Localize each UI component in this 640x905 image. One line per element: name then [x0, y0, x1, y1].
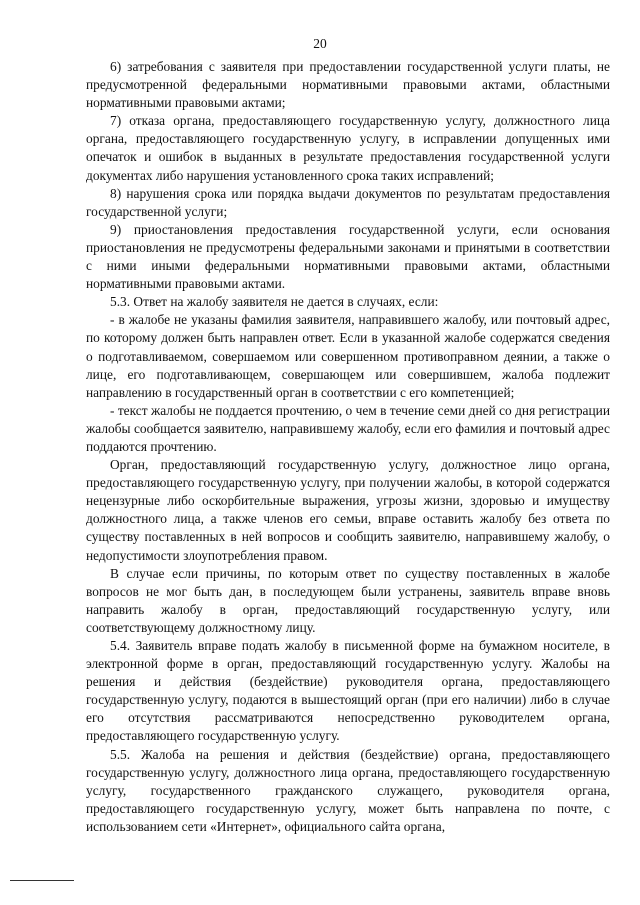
section-5-3-heading: 5.3. Ответ на жалобу заявителя не дается в случаях, если:: [110, 294, 439, 310]
paragraph-item-6: 6) затребования с заявителя при предоставлении государственной услуги платы, не предусмотренной федеральными нормативными правовыми актами, областными нормативными правовыми актами;: [86, 59, 610, 111]
paragraph-item-7: 7) отказа органа, предоставляющего государственную услугу, должностного лица органа, предоставляющего государственную услугу, в исправлении допущенных ими опечаток и ошибок в выданных в результате предоставления государственной услуги документах либо нарушения установленного срока таких исправлений;: [86, 113, 610, 183]
footer-rule: [10, 880, 74, 881]
document-body: [86, 58, 610, 836]
paragraph-obscene-language: Орган, предоставляющий государственную услугу, должностное лицо органа, предоставляющего государственную услугу, при получении жалобы, в которой содержатся нецензурные либо оскорбительные выражения, угрозы жизни, здоровью и имуществу должностного лица, а также членов его семьи, вправе оставить жалобу без ответа по существу поставленных в ней вопросов и сообщить заявителю, направившему жалобу, о недопустимости злоупотребления правом.: [86, 457, 610, 563]
page-number: 20: [313, 36, 327, 51]
paragraph-no-name-or-address: - в жалобе не указаны фамилия заявителя, направившего жалобу, или почтовый адрес, по которому должен быть направлен ответ. Если в указанной жалобе содержатся сведения о подготавливаемом, совершаемом или совершенном противоправном деянии, а также о лице, его подготавливающем, совершающем или совершившем, жалоба подлежит направлению в государственный орган в соответствии с его компетенцией;: [86, 312, 610, 400]
section-5-5-paragraph: 5.5. Жалоба на решения и действия (бездействие) органа, предоставляющего государственную услугу, должностного лица органа, предоставляющего государственную услугу, государственного гражданского служащего, руководителя органа, предоставляющего государственную услугу, может быть направлена по почте, с использованием сети «Интернет», официального сайта органа,: [86, 746, 610, 834]
paragraph-item-8: 8) нарушения срока или порядка выдачи документов по результатам предоставления государственной услуги;: [86, 185, 610, 219]
paragraph-reasons-eliminated: В случае если причины, по которым ответ по существу поставленных в жалобе вопросов не мог быть дан, в последующем были устранены, заявитель вправе вновь направить жалобу в орган, предоставляющий государственную услугу, или соответствующему должностному лицу.: [86, 565, 610, 635]
paragraph-item-9: 9) приостановления предоставления государственной услуги, если основания приостановления не предусмотрены федеральными законами и принятыми в соответствии с ними иными федеральными нормативными правовыми актами, областными нормативными правовыми актами.: [86, 221, 610, 292]
paragraph-unreadable-text: - текст жалобы не поддается прочтению, о чем в течение семи дней со дня регистрации жалобы сообщается заявителю, направившему жалобу, если его фамилия и почтовый адрес поддаются прочтению.: [86, 402, 610, 454]
section-5-4-paragraph: 5.4. Заявитель вправе подать жалобу в письменной форме на бумажном носителе, в электронной форме в орган, предоставляющий государственную услугу. Жалобы на решения и действия (бездействие) руководителя органа, предоставляющего государственную услугу, подаются в вышестоящий орган (при его наличии) либо в случае его отсутствия рассматриваются непосредственно руководителем органа, предоставляющего государственную услугу.: [86, 638, 610, 744]
